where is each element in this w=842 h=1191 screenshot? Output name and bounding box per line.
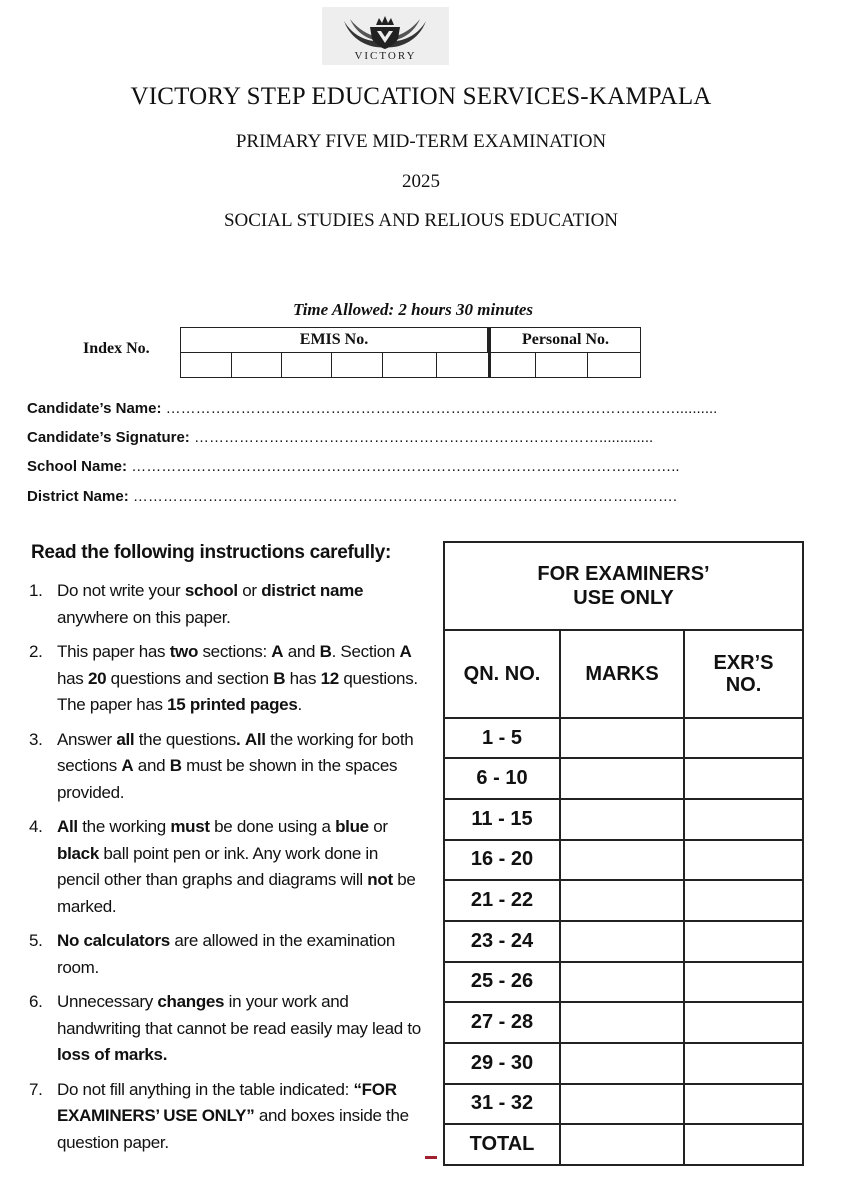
district-name-field[interactable] (27, 488, 779, 505)
marks-cell[interactable] (560, 718, 684, 759)
exr-cell[interactable] (684, 1002, 803, 1043)
exr-cell[interactable] (684, 840, 803, 881)
instruction-text: Answer (57, 729, 117, 749)
instruction-emphasis: A (399, 642, 412, 661)
instruction-text: the working (77, 817, 171, 836)
instruction-number: 6. (29, 992, 43, 1011)
instruction-text: and boxes inside the question paper. (57, 1106, 409, 1152)
instruction-number: 7. (29, 1079, 43, 1099)
instruction-item (29, 814, 424, 920)
marks-cell[interactable] (560, 921, 684, 962)
instruction-emphasis: B (319, 642, 332, 661)
instruction-text: in your work and handwriting that cannot be read easily may lead to (57, 992, 421, 1038)
instruction-text: and (133, 756, 170, 775)
marks-cell[interactable] (560, 799, 684, 840)
exr-cell[interactable] (684, 1084, 803, 1125)
candidate-name-line: ………………………………………………………………………………………….......... (165, 400, 718, 417)
question-range: 21 - 22 (444, 880, 560, 921)
personal-header: Personal No. (488, 327, 641, 353)
exr-cell[interactable] (684, 799, 803, 840)
instructions-list (29, 578, 424, 1164)
instruction-text: Do not fill anything in the table indicated: (57, 1079, 354, 1099)
examiners-table-row (444, 962, 803, 1003)
instruction-emphasis: . (235, 729, 241, 749)
emis-digit-box[interactable] (231, 352, 282, 378)
school-name-line: ……………………………………………………………………………………………….. (131, 458, 680, 475)
index-number-grid (180, 327, 641, 378)
instruction-emphasis: all (116, 729, 135, 749)
marks-cell[interactable] (560, 962, 684, 1003)
instruction-text: anywhere on this paper. (57, 607, 231, 627)
instruction-emphasis: A (271, 642, 284, 661)
instruction-text: This paper has (57, 642, 170, 661)
instruction-emphasis: loss of marks. (57, 1045, 168, 1064)
instruction-emphasis: must (170, 817, 210, 836)
emis-digit-box[interactable] (331, 352, 383, 378)
instruction-emphasis: All (244, 729, 266, 749)
emis-digit-box[interactable] (281, 352, 332, 378)
instruction-emphasis: B (169, 756, 182, 775)
district-name-line: ………………………………………………………………………………………………. (132, 488, 678, 505)
candidate-name-label: Candidate’s Name: (27, 400, 162, 417)
examiners-table-row (444, 1002, 803, 1043)
question-range: 31 - 32 (444, 1084, 560, 1125)
candidate-signature-field[interactable] (27, 429, 787, 446)
examiners-table-row (444, 840, 803, 881)
exam-year: 2025 (402, 171, 440, 192)
instruction-text: has (57, 668, 88, 688)
candidate-signature-label: Candidate’s Signature: (27, 429, 190, 446)
question-range: 16 - 20 (444, 840, 560, 881)
instruction-text: questions. The paper has (57, 668, 418, 714)
logo-text: VICTORY (354, 50, 417, 62)
examiners-table-row (444, 880, 803, 921)
instruction-emphasis: B (273, 668, 286, 688)
examiners-table-row (444, 1043, 803, 1084)
question-range: 6 - 10 (444, 758, 560, 799)
exr-no-header: EXR’S NO. (684, 630, 803, 718)
instruction-emphasis: 12 (320, 668, 339, 688)
emis-digit-box[interactable] (436, 352, 489, 378)
instruction-emphasis: No calculators (57, 931, 170, 950)
instruction-text: questions and section (106, 668, 274, 688)
instruction-emphasis: changes (157, 992, 225, 1011)
examiners-table-title: FOR EXAMINERS’ USE ONLY (444, 542, 803, 630)
instruction-number: 1. (29, 581, 43, 600)
instruction-emphasis: not (367, 870, 393, 889)
question-range: 27 - 28 (444, 1002, 560, 1043)
instruction-item (29, 639, 424, 719)
emis-digit-box[interactable] (382, 352, 437, 378)
subject-title: SOCIAL STUDIES AND RELIOUS EDUCATION (223, 210, 619, 231)
instruction-text: be marked. (57, 870, 416, 916)
personal-digit-box[interactable] (488, 352, 536, 378)
instruction-number: 5. (29, 931, 43, 950)
instruction-emphasis: two (169, 642, 199, 661)
instruction-text: . (297, 695, 302, 714)
instruction-text: ball point pen or ink. Any work done in pencil other than graphs and diagrams will (57, 843, 379, 889)
examiners-table (443, 541, 804, 1166)
instruction-text: sections: (198, 642, 272, 661)
instruction-emphasis: district name (261, 581, 364, 600)
instruction-emphasis: black (57, 843, 99, 863)
instruction-emphasis: “FOR EXAMINERS’ USE ONLY” (57, 1079, 397, 1125)
red-ink-mark (425, 1156, 437, 1159)
instruction-number: 2. (29, 642, 43, 661)
exr-cell[interactable] (684, 880, 803, 921)
instruction-text: are allowed in the examination room. (57, 931, 396, 977)
question-range: 25 - 26 (444, 962, 560, 1003)
marks-cell[interactable] (560, 840, 684, 881)
total-exr-cell[interactable] (684, 1124, 803, 1165)
candidate-name-field[interactable] (27, 400, 787, 417)
instruction-item (29, 727, 424, 807)
question-range: 29 - 30 (444, 1043, 560, 1084)
candidate-signature-line: ………………………………………………………………………............. (193, 429, 654, 446)
examiners-table-row (444, 799, 803, 840)
marks-cell[interactable] (560, 880, 684, 921)
instruction-text: the working for both sections (57, 729, 414, 775)
total-marks-cell[interactable] (560, 1124, 684, 1165)
examiners-table-row (444, 1084, 803, 1125)
instruction-emphasis: A (121, 756, 134, 775)
total-label: TOTAL (444, 1124, 560, 1165)
instruction-number: 3. (29, 729, 43, 749)
emis-header: EMIS No. (180, 327, 488, 353)
instruction-number: 4. (29, 817, 43, 836)
question-range: 1 - 5 (444, 718, 560, 759)
question-range: 11 - 15 (444, 799, 560, 840)
instruction-item (29, 928, 424, 981)
marks-cell[interactable] (560, 1043, 684, 1084)
instruction-text: be done using a (209, 817, 336, 836)
instruction-text: or (368, 817, 388, 836)
examiners-table-row (444, 758, 803, 799)
instruction-text: must be shown in the spaces provided. (57, 756, 398, 802)
marks-cell[interactable] (560, 1002, 684, 1043)
district-name-label: District Name: (27, 488, 129, 505)
instruction-item (29, 989, 424, 1069)
school-name-field[interactable] (27, 458, 782, 475)
marks-cell[interactable] (560, 1084, 684, 1125)
instruction-text: has (285, 668, 321, 688)
exam-title: PRIMARY FIVE MID-TERM EXAMINATION (235, 131, 607, 152)
instruction-text: . Section (331, 642, 400, 661)
qn-no-header: QN. NO. (444, 630, 560, 718)
victory-logo (322, 7, 449, 65)
exr-cell[interactable] (684, 1043, 803, 1084)
instruction-emphasis: All (57, 817, 78, 836)
index-number-label: Index No. (83, 340, 150, 357)
instruction-item (29, 1077, 424, 1157)
exr-cell[interactable] (684, 921, 803, 962)
organization-title: VICTORY STEP EDUCATION SERVICES-KAMPALA (130, 83, 712, 110)
instruction-emphasis: blue (335, 817, 369, 836)
instruction-emphasis: 15 (167, 695, 186, 714)
instruction-text: Do not write your (57, 581, 185, 600)
instruction-text: or (237, 581, 262, 600)
instruction-text: Unnecessary (57, 992, 158, 1011)
marks-header: MARKS (560, 630, 684, 718)
instruction-item (29, 578, 424, 631)
personal-digit-box[interactable] (535, 352, 588, 378)
time-allowed: Time Allowed: 2 hours 30 minutes (292, 300, 534, 319)
instruction-emphasis: school (184, 581, 238, 600)
instructions-title: Read the following instructions carefully: (31, 542, 392, 563)
emis-digit-box[interactable] (180, 352, 232, 378)
instruction-text: the questions (134, 729, 236, 749)
instruction-emphasis: printed pages (189, 695, 298, 714)
school-name-label: School Name: (27, 458, 128, 475)
instruction-emphasis: 20 (87, 668, 107, 688)
question-range: 23 - 24 (444, 921, 560, 962)
exr-cell[interactable] (684, 758, 803, 799)
marks-cell[interactable] (560, 758, 684, 799)
examiners-table-row (444, 718, 803, 759)
instruction-text: and (283, 642, 320, 661)
exr-cell[interactable] (684, 718, 803, 759)
examiners-table-row (444, 921, 803, 962)
personal-digit-box[interactable] (587, 352, 641, 378)
exr-cell[interactable] (684, 962, 803, 1003)
